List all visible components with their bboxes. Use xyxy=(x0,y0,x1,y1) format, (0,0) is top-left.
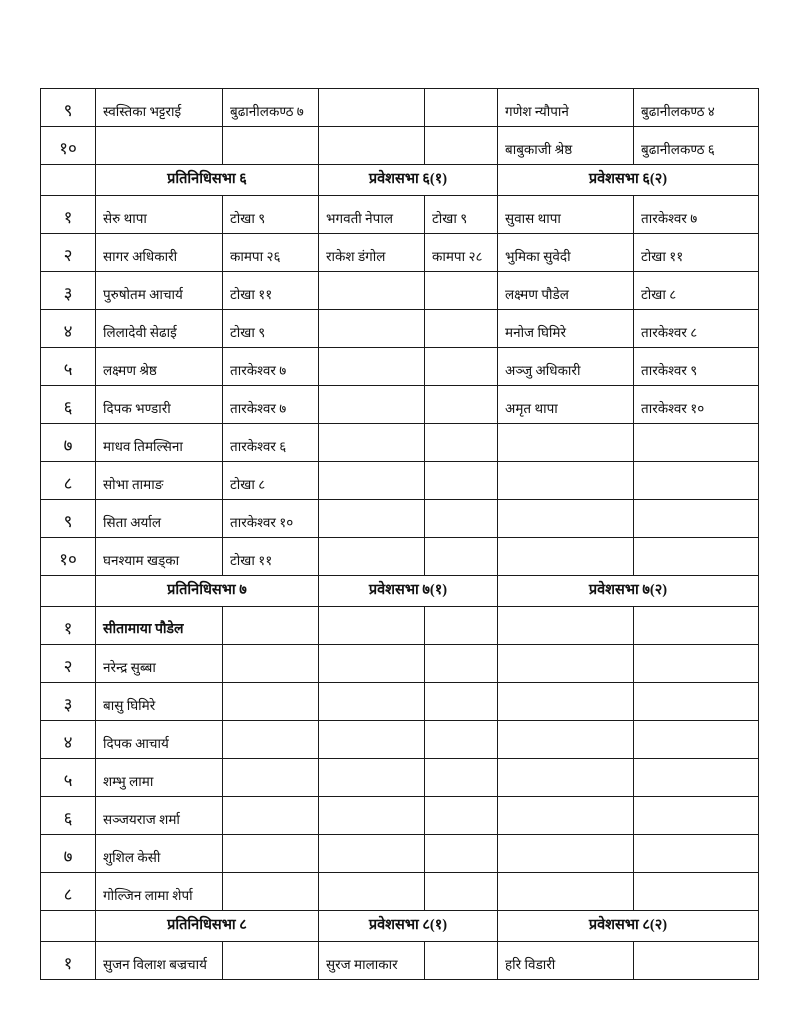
place-cell: टोखा ९ xyxy=(223,196,319,234)
table-row xyxy=(41,759,759,797)
name-cell xyxy=(319,835,425,873)
name-cell xyxy=(319,645,425,683)
name-cell: लक्ष्मण श्रेष्ठ xyxy=(96,348,223,386)
section-header-cell: प्रतिनिधिसभा ६ xyxy=(96,165,319,196)
serial-cell: १ xyxy=(41,942,96,980)
name-cell: शम्भु लामा xyxy=(96,759,223,797)
section-header-cell: प्रतिनिधिसभा ८ xyxy=(96,911,319,942)
name-cell: सिता अर्याल xyxy=(96,500,223,538)
name-cell: गणेश न्यौपाने xyxy=(498,89,634,127)
name-cell: सुवास थापा xyxy=(498,196,634,234)
name-cell xyxy=(319,607,425,645)
place-cell xyxy=(425,272,498,310)
name-cell xyxy=(319,424,425,462)
name-cell xyxy=(498,759,634,797)
name-cell xyxy=(319,721,425,759)
name-cell xyxy=(498,538,634,576)
section-header-cell: प्रतिनिधिसभा ७ xyxy=(96,576,319,607)
place-cell xyxy=(223,127,319,165)
name-cell xyxy=(498,607,634,645)
place-cell xyxy=(425,462,498,500)
place-cell: तारकेश्वर १० xyxy=(223,500,319,538)
place-cell xyxy=(223,645,319,683)
name-cell xyxy=(498,683,634,721)
table-row xyxy=(41,272,759,310)
place-cell: कामपा २६ xyxy=(223,234,319,272)
table-row xyxy=(41,348,759,386)
serial-cell: ८ xyxy=(41,462,96,500)
table-row xyxy=(41,386,759,424)
section-header-row xyxy=(41,165,759,196)
place-cell xyxy=(425,759,498,797)
place-cell xyxy=(425,797,498,835)
place-cell xyxy=(425,500,498,538)
section-header-row xyxy=(41,576,759,607)
name-cell: अञ्जु अधिकारी xyxy=(498,348,634,386)
place-cell xyxy=(425,538,498,576)
serial-cell: ९ xyxy=(41,89,96,127)
name-cell xyxy=(498,645,634,683)
name-cell xyxy=(319,348,425,386)
serial-cell: १ xyxy=(41,607,96,645)
name-cell: सुरज मालाकार xyxy=(319,942,425,980)
place-cell xyxy=(223,607,319,645)
serial-cell: ७ xyxy=(41,835,96,873)
place-cell xyxy=(425,89,498,127)
name-cell: बासु घिमिरे xyxy=(96,683,223,721)
place-cell xyxy=(425,942,498,980)
name-cell: सागर अधिकारी xyxy=(96,234,223,272)
name-cell xyxy=(498,462,634,500)
serial-cell xyxy=(41,576,96,607)
place-cell xyxy=(634,462,759,500)
section-header-cell: प्रवेशसभा ६(२) xyxy=(498,165,759,196)
name-cell: सञ्जयराज शर्मा xyxy=(96,797,223,835)
name-cell: सेरु थापा xyxy=(96,196,223,234)
name-cell: नरेन्द्र सुब्बा xyxy=(96,645,223,683)
place-cell xyxy=(634,424,759,462)
place-cell: तारकेश्वर १० xyxy=(634,386,759,424)
place-cell xyxy=(634,873,759,911)
serial-cell: ३ xyxy=(41,272,96,310)
table-row xyxy=(41,607,759,645)
place-cell: टोखा ९ xyxy=(223,310,319,348)
name-cell xyxy=(319,683,425,721)
name-cell xyxy=(319,462,425,500)
name-cell xyxy=(319,538,425,576)
name-cell: हरि विडारी xyxy=(498,942,634,980)
name-cell: सुजन विलाश बज्रचार्य xyxy=(96,942,223,980)
place-cell xyxy=(425,835,498,873)
table-row xyxy=(41,196,759,234)
place-cell: तारकेश्वर ७ xyxy=(634,196,759,234)
table-row xyxy=(41,797,759,835)
serial-cell: १ xyxy=(41,196,96,234)
place-cell: तारकेश्वर ८ xyxy=(634,310,759,348)
table-row xyxy=(41,683,759,721)
table-row xyxy=(41,89,759,127)
name-cell xyxy=(498,873,634,911)
place-cell xyxy=(425,310,498,348)
name-cell: राकेश डंगोल xyxy=(319,234,425,272)
name-cell: बाबुकाजी श्रेष्ठ xyxy=(498,127,634,165)
serial-cell xyxy=(41,911,96,942)
place-cell xyxy=(634,759,759,797)
place-cell xyxy=(634,645,759,683)
table-row xyxy=(41,424,759,462)
name-cell: अमृत थापा xyxy=(498,386,634,424)
name-cell: माधव तिमल्सिना xyxy=(96,424,223,462)
serial-cell: १० xyxy=(41,538,96,576)
place-cell xyxy=(634,835,759,873)
serial-cell: ७ xyxy=(41,424,96,462)
name-cell: गोल्जिन लामा शेर्पा xyxy=(96,873,223,911)
place-cell xyxy=(223,759,319,797)
table-row xyxy=(41,721,759,759)
place-cell: टोखा ८ xyxy=(634,272,759,310)
serial-cell: ६ xyxy=(41,386,96,424)
section-header-cell: प्रवेशसभा ७(१) xyxy=(319,576,498,607)
place-cell: टोखा ११ xyxy=(223,272,319,310)
name-cell: घनश्याम खड्का xyxy=(96,538,223,576)
name-cell: भुमिका सुवेदी xyxy=(498,234,634,272)
place-cell xyxy=(223,683,319,721)
name-cell xyxy=(319,310,425,348)
place-cell xyxy=(425,873,498,911)
table-row xyxy=(41,310,759,348)
name-cell: पुरुषोतम आचार्य xyxy=(96,272,223,310)
table-row xyxy=(41,462,759,500)
section-header-cell: प्रवेशसभा ८(१) xyxy=(319,911,498,942)
place-cell xyxy=(425,607,498,645)
place-cell: बुढानीलकण्ठ ४ xyxy=(634,89,759,127)
place-cell: तारकेश्वर ७ xyxy=(223,386,319,424)
place-cell xyxy=(223,873,319,911)
serial-cell: २ xyxy=(41,645,96,683)
place-cell xyxy=(634,607,759,645)
place-cell xyxy=(634,500,759,538)
serial-cell: ६ xyxy=(41,797,96,835)
place-cell xyxy=(223,721,319,759)
place-cell: टोखा ९ xyxy=(425,196,498,234)
name-cell: सीतामाया पौडेल xyxy=(96,607,223,645)
place-cell xyxy=(425,721,498,759)
name-cell xyxy=(319,272,425,310)
name-cell xyxy=(498,797,634,835)
place-cell xyxy=(634,942,759,980)
place-cell xyxy=(223,942,319,980)
place-cell: टोखा ११ xyxy=(634,234,759,272)
place-cell xyxy=(425,683,498,721)
table-row xyxy=(41,835,759,873)
name-cell xyxy=(498,424,634,462)
place-cell: टोखा ८ xyxy=(223,462,319,500)
place-cell xyxy=(425,386,498,424)
results-table xyxy=(40,88,759,980)
table-body xyxy=(41,89,759,980)
name-cell xyxy=(319,386,425,424)
place-cell xyxy=(425,127,498,165)
serial-cell: १० xyxy=(41,127,96,165)
name-cell: स्वस्तिका भट्टराई xyxy=(96,89,223,127)
serial-cell: ८ xyxy=(41,873,96,911)
place-cell xyxy=(425,348,498,386)
section-header-cell: प्रवेशसभा ६(१) xyxy=(319,165,498,196)
name-cell xyxy=(498,721,634,759)
place-cell xyxy=(425,424,498,462)
name-cell: भगवती नेपाल xyxy=(319,196,425,234)
name-cell xyxy=(319,500,425,538)
table-row xyxy=(41,873,759,911)
place-cell xyxy=(634,538,759,576)
section-header-cell: प्रवेशसभा ८(२) xyxy=(498,911,759,942)
serial-cell xyxy=(41,165,96,196)
place-cell xyxy=(634,683,759,721)
place-cell: तारकेश्वर ७ xyxy=(223,348,319,386)
place-cell xyxy=(425,645,498,683)
table-row xyxy=(41,538,759,576)
name-cell xyxy=(319,873,425,911)
serial-cell: ९ xyxy=(41,500,96,538)
name-cell: लिलादेवी सेढाई xyxy=(96,310,223,348)
name-cell xyxy=(319,89,425,127)
table-row xyxy=(41,127,759,165)
table-row xyxy=(41,234,759,272)
place-cell: कामपा २८ xyxy=(425,234,498,272)
name-cell xyxy=(319,759,425,797)
serial-cell: २ xyxy=(41,234,96,272)
section-header-cell: प्रवेशसभा ७(२) xyxy=(498,576,759,607)
serial-cell: ४ xyxy=(41,721,96,759)
section-header-row xyxy=(41,911,759,942)
name-cell xyxy=(96,127,223,165)
name-cell: लक्ष्मण पौडेल xyxy=(498,272,634,310)
name-cell: दिपक भण्डारी xyxy=(96,386,223,424)
serial-cell: ३ xyxy=(41,683,96,721)
place-cell: तारकेश्वर ९ xyxy=(634,348,759,386)
serial-cell: ५ xyxy=(41,348,96,386)
place-cell xyxy=(634,721,759,759)
place-cell: टोखा ११ xyxy=(223,538,319,576)
place-cell xyxy=(223,797,319,835)
name-cell: शुशिल केसी xyxy=(96,835,223,873)
serial-cell: ५ xyxy=(41,759,96,797)
place-cell xyxy=(223,835,319,873)
place-cell: तारकेश्वर ६ xyxy=(223,424,319,462)
name-cell: दिपक आचार्य xyxy=(96,721,223,759)
name-cell: सोभा तामाङ xyxy=(96,462,223,500)
name-cell xyxy=(498,835,634,873)
table-row xyxy=(41,645,759,683)
name-cell xyxy=(498,500,634,538)
name-cell: मनोज घिमिरे xyxy=(498,310,634,348)
serial-cell: ४ xyxy=(41,310,96,348)
table-row xyxy=(41,500,759,538)
table-row xyxy=(41,942,759,980)
place-cell: बुढानीलकण्ठ ७ xyxy=(223,89,319,127)
name-cell xyxy=(319,797,425,835)
place-cell: बुढानीलकण्ठ ६ xyxy=(634,127,759,165)
name-cell xyxy=(319,127,425,165)
place-cell xyxy=(634,797,759,835)
